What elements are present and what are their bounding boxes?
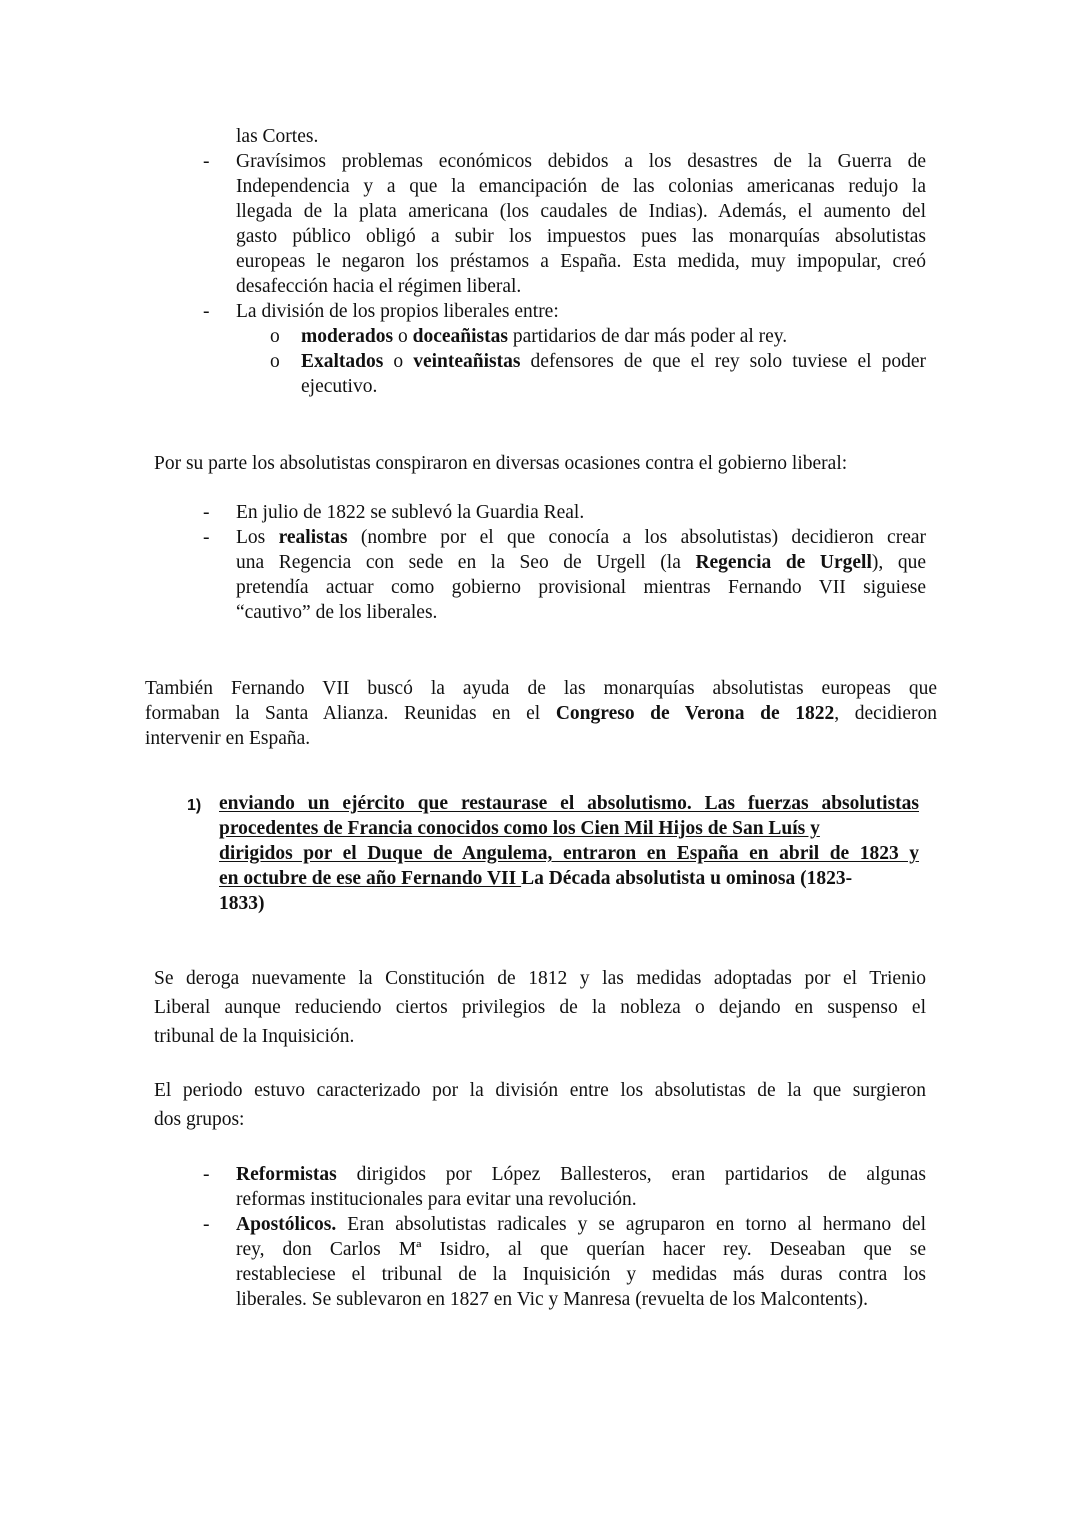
- list-item-text: llegada de la plata americana (los caudales de Indias). Además, el aumento del: [236, 201, 926, 222]
- list-item-realistas-cont: pretendía actuar como gobierno provisional mientras Fernando VII siguiese: [236, 577, 926, 598]
- paragraph-santa-alianza-cont: intervenir en España.: [145, 728, 311, 749]
- numbered-item-text: 1833): [219, 893, 265, 914]
- list-continuation: las Cortes.: [236, 126, 319, 147]
- list-item-text: europeas le negaron los préstamos a España. Esta medida, muy impopular, creó: [236, 251, 926, 272]
- list-dash: -: [203, 1214, 210, 1235]
- paragraph-absolutistas: Por su parte los absolutistas conspiraron en diversas ocasiones contra el gobierno liberal:: [154, 453, 848, 474]
- paragraph-deroga-cont: Liberal aunque reduciendo ciertos privilegios de la nobleza o dejando en suspenso el: [154, 997, 926, 1018]
- paragraph-periodo-cont: dos grupos:: [154, 1109, 245, 1130]
- list-dash: -: [203, 151, 210, 172]
- list-item-apostolicos-cont: liberales. Se sublevaron en 1827 en Vic y Manresa (revuelta de los Malcontents).: [236, 1289, 869, 1310]
- paragraph-santa-alianza-cont: formaban la Santa Alianza. Reunidas en el Congreso de Verona de 1822, decidieron: [145, 703, 938, 724]
- numbered-item-text: dirigidos por el Duque de Angulema, entraron en España en abril de 1823 y: [219, 843, 919, 864]
- list-item-reformistas-cont: reformas institucionales para evitar una revolución.: [236, 1189, 637, 1210]
- paragraph-santa-alianza: También Fernando VII buscó la ayuda de las monarquías absolutistas europeas que: [145, 678, 937, 699]
- paragraph-periodo: El periodo estuvo caracterizado por la división entre los absolutistas de la que surgieron: [154, 1080, 926, 1101]
- list-item-apostolicos-cont: restableciese el tribunal de la Inquisición y medidas más duras contra los: [236, 1264, 926, 1285]
- list-item-text: La división de los propios liberales entre:: [236, 301, 559, 322]
- sublist-item-exaltados-cont: ejecutivo.: [301, 376, 378, 397]
- sublist-item-moderados: moderados o doceañistas partidarios de dar más poder al rey.: [301, 326, 788, 347]
- list-item-text: desafección hacia el régimen liberal.: [236, 276, 522, 297]
- list-item-text: gasto público obligó a subir los impuestos pues las monarquías absolutistas: [236, 226, 926, 247]
- list-item-text: Gravísimos problemas económicos debidos a los desastres de la Guerra de: [236, 151, 926, 172]
- list-dash: -: [203, 301, 210, 322]
- paragraph-deroga-cont: tribunal de la Inquisición.: [154, 1026, 355, 1047]
- list-item-reformistas: Reformistas dirigidos por López Ballesteros, eran partidarios de algunas: [236, 1164, 926, 1185]
- list-item-text: Independencia y a que la emancipación de las colonias americanas redujo la: [236, 176, 926, 197]
- list-item-realistas-cont: “cautivo” de los liberales.: [236, 602, 438, 623]
- sublist-bullet: o: [270, 351, 280, 372]
- list-item-apostolicos: Apostólicos. Eran absolutistas radicales y se agruparon en torno al hermano del: [236, 1214, 926, 1235]
- list-item-apostolicos-cont: rey, don Carlos Mª Isidro, al que querían hacer rey. Deseaban que se: [236, 1239, 926, 1260]
- list-dash: -: [203, 502, 210, 523]
- list-dash: -: [203, 527, 210, 548]
- list-dash: -: [203, 1164, 210, 1185]
- sublist-item-exaltados: Exaltados o veinteañistas defensores de que el rey solo tuviese el poder: [301, 351, 926, 372]
- paragraph-deroga: Se deroga nuevamente la Constitución de 1812 y las medidas adoptadas por el Trienio: [154, 968, 926, 989]
- list-item-realistas-cont: una Regencia con sede en la Seo de Urgell (la Regencia de Urgell), que: [236, 552, 926, 573]
- list-item-guardia-real: En julio de 1822 se sublevó la Guardia Real.: [236, 502, 585, 523]
- sublist-bullet: o: [270, 326, 280, 347]
- list-item-realistas: Los realistas (nombre por el que conocía a los absolutistas) decidieron crear: [236, 527, 926, 548]
- numbered-item-text: procedentes de Francia conocidos como los Cien Mil Hijos de San Luís y: [219, 818, 820, 839]
- numbered-marker: 1): [187, 797, 202, 814]
- numbered-item-text: en octubre de ese año Fernando VII La Década absolutista u ominosa (1823-: [219, 868, 853, 889]
- numbered-item-text: enviando un ejército que restaurase el absolutismo. Las fuerzas absolutistas: [219, 793, 919, 814]
